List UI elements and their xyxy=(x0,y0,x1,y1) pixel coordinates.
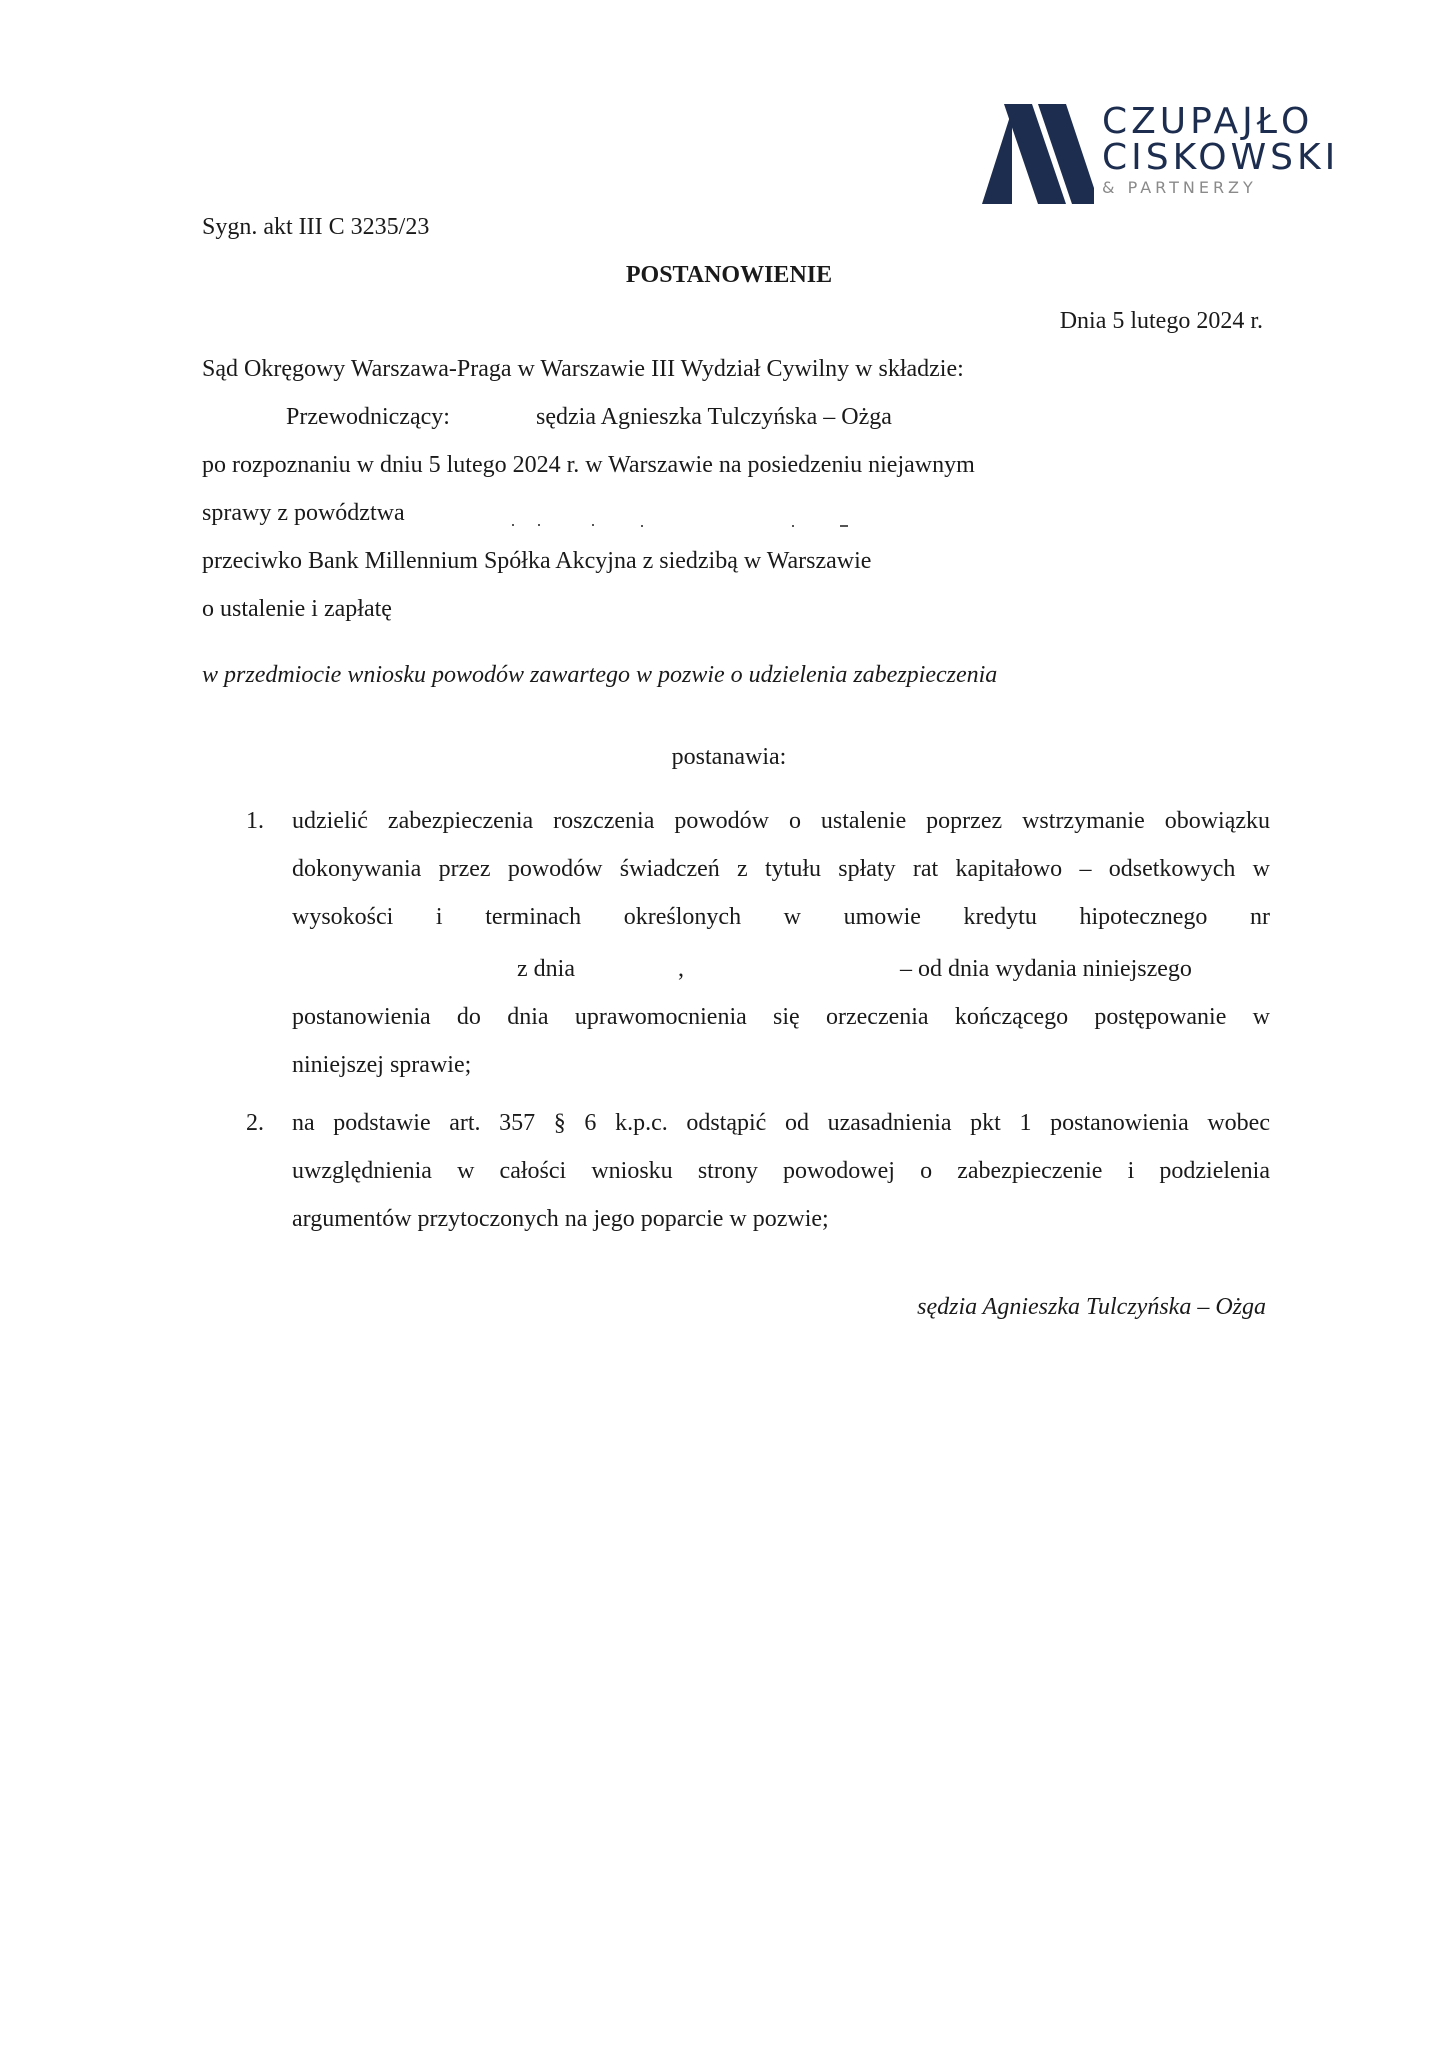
logo-wordmark xyxy=(1102,101,1340,198)
firm-logo xyxy=(982,101,1362,204)
logo-line-1: CZUPAJŁO xyxy=(1102,101,1314,142)
defendant-line: przeciwko Bank Millennium Spółka Akcyjna z siedzibą w Warszawie xyxy=(202,548,872,574)
item-fragment-od-dnia: – od dnia wydania niniejszego xyxy=(900,956,1192,982)
item-line: postanowienia do dnia uprawomocnienia się orzeczenia kończącego postępowanie w xyxy=(292,1004,1270,1030)
chair-label: Przewodniczący: xyxy=(286,404,450,430)
logo-mark-icon xyxy=(982,104,1094,204)
redaction-mark xyxy=(792,525,794,527)
court-composition: Sąd Okręgowy Warszawa-Praga w Warszawie III Wydział Cywilny w składzie: xyxy=(202,356,964,382)
item-line: uwzględnienia w całości wniosku strony powodowej o zabezpieczenie i podzielenia xyxy=(292,1158,1270,1184)
redaction-mark xyxy=(641,525,643,527)
document-date: Dnia 5 lutego 2024 r. xyxy=(1059,308,1263,334)
item-line: wysokości i terminach określonych w umowie kredytu hipotecznego nr xyxy=(292,904,1270,930)
logo-line-2: CISKOWSKI xyxy=(1102,137,1340,178)
decides-heading: postanawia: xyxy=(671,744,787,770)
motion-subject: w przedmiocie wniosku powodów zawartego w pozwie o udzielenia zabezpieczenia xyxy=(202,662,998,688)
item-number: 2. xyxy=(246,1110,264,1136)
redaction-mark xyxy=(512,524,514,526)
item-line: dokonywania przez powodów świadczeń z tytułu spłaty rat kapitałowo – odsetkowych w xyxy=(292,856,1270,882)
item-last-line: niniejszej sprawie; xyxy=(292,1052,472,1078)
logo-line-3: & PARTNERZY xyxy=(1102,178,1257,197)
case-reference: Sygn. akt III C 3235/23 xyxy=(202,214,430,240)
chair-name: sędzia Agnieszka Tulczyńska – Ożga xyxy=(536,404,892,430)
redaction-mark xyxy=(840,525,848,527)
judge-signature: sędzia Agnieszka Tulczyńska – Ożga xyxy=(917,1294,1266,1320)
item-line: na podstawie art. 357 § 6 k.p.c. odstąpić od uzasadnienia pkt 1 postanowienia wobec xyxy=(292,1110,1270,1136)
redaction-mark xyxy=(538,524,540,526)
item-last-line: argumentów przytoczonych na jego poparcie w pozwie; xyxy=(292,1206,829,1232)
claim-subject-line: o ustalenie i zapłatę xyxy=(202,596,392,622)
item-line: udzielić zabezpieczenia roszczenia powodów o ustalenie poprzez wstrzymanie obowiązku xyxy=(292,808,1270,834)
redaction-mark xyxy=(592,524,594,526)
document-title: POSTANOWIENIE xyxy=(625,262,833,288)
item-fragment-comma: , xyxy=(678,956,684,982)
item-fragment-z-dnia: z dnia xyxy=(517,956,575,982)
hearing-line: po rozpoznaniu w dniu 5 lutego 2024 r. w Warszawie na posiedzeniu niejawnym xyxy=(202,452,975,478)
item-number: 1. xyxy=(246,808,264,834)
plaintiff-line: sprawy z powództwa xyxy=(202,500,405,526)
